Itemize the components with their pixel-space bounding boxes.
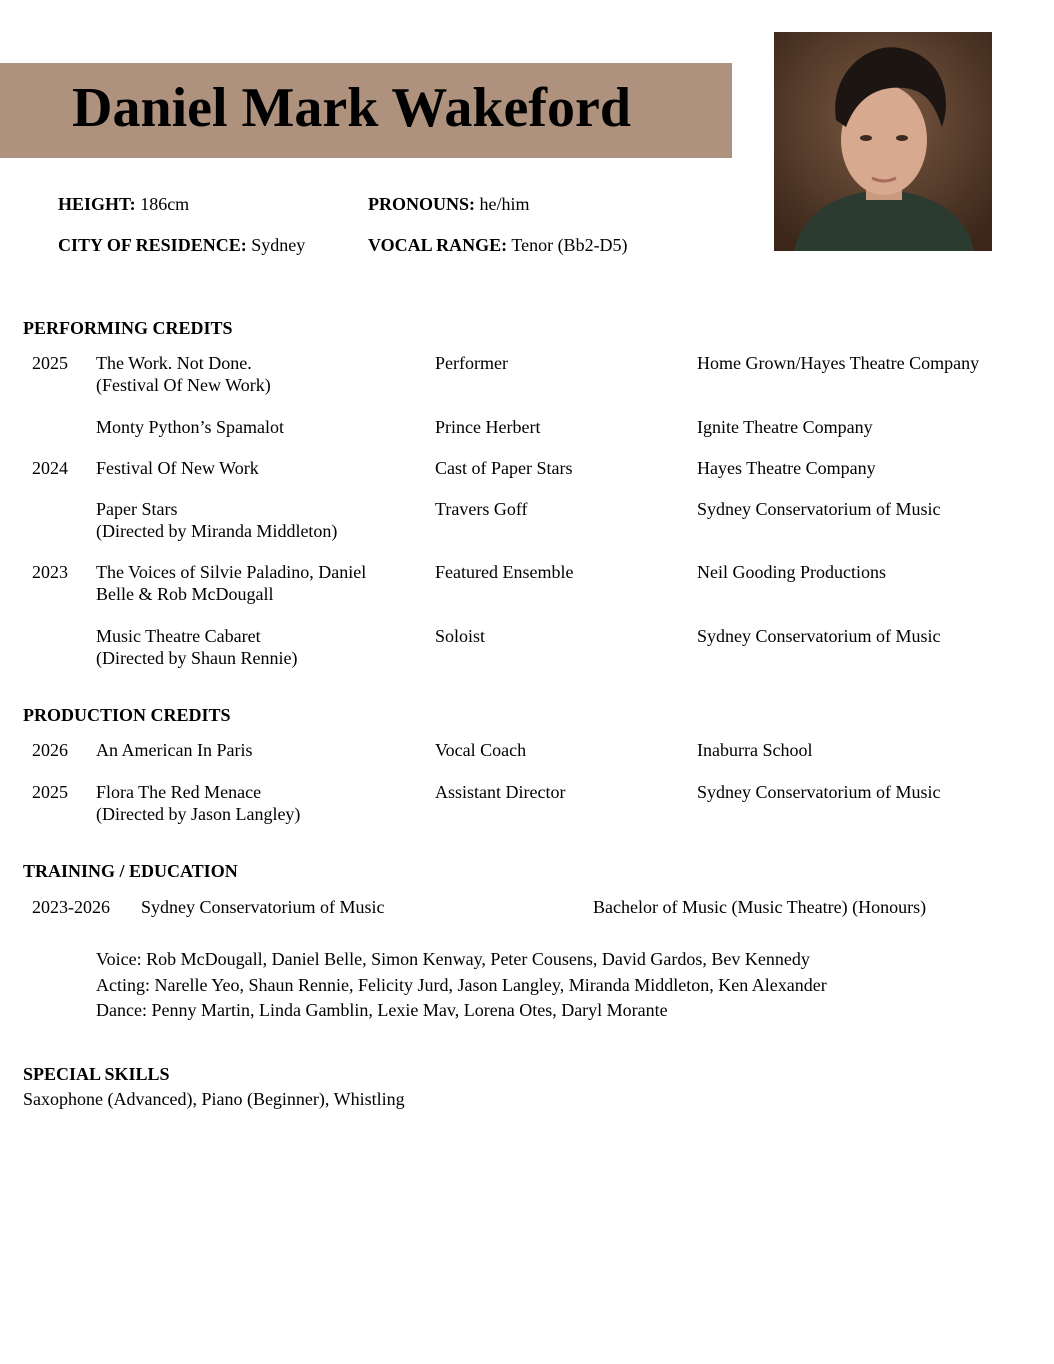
- credit-title-line1: Festival Of New Work: [96, 458, 259, 478]
- credit-title-line2: Belle & Rob McDougall: [96, 584, 274, 604]
- vocal-range-label: VOCAL RANGE:: [368, 235, 508, 255]
- credit-year: 2023: [32, 562, 68, 582]
- credit-company: Home Grown/Hayes Theatre Company: [697, 353, 980, 373]
- training-dance-teachers: Dance: Penny Martin, Linda Gamblin, Lexie Mav, Lorena Otes, Daryl Morante: [96, 1000, 668, 1020]
- credit-title-line2: (Directed by Shaun Rennie): [96, 648, 298, 668]
- credit-role: Prince Herbert: [435, 417, 541, 437]
- credit-company: Neil Gooding Productions: [697, 562, 886, 582]
- credit-role: Soloist: [435, 626, 486, 646]
- credit-title-line1: Paper Stars: [96, 499, 178, 519]
- credit-title-line2: (Directed by Miranda Middleton): [96, 521, 338, 541]
- pronouns-label: PRONOUNS:: [368, 194, 475, 214]
- credit-title-line1: Music Theatre Cabaret: [96, 626, 261, 646]
- training-degree: Bachelor of Music (Music Theatre) (Honours): [593, 897, 927, 917]
- production-credits-heading: PRODUCTION CREDITS: [23, 705, 231, 725]
- credit-role: Cast of Paper Stars: [435, 458, 573, 478]
- credit-title-line1: An American In Paris: [96, 740, 253, 760]
- height-label: HEIGHT:: [58, 194, 136, 214]
- credit-year: 2024: [32, 458, 68, 478]
- credit-title: [96, 498, 337, 542]
- credit-year: 2026: [32, 740, 68, 760]
- credit-title-line2: (Festival Of New Work): [96, 375, 271, 395]
- credit-role: Travers Goff: [435, 499, 528, 519]
- vocal-range-value: Tenor (Bb2-D5): [511, 235, 628, 255]
- credit-title: [96, 625, 297, 669]
- height-value: 186cm: [140, 194, 190, 214]
- pronouns-stat: [368, 193, 530, 215]
- training-heading: TRAINING / EDUCATION: [23, 861, 238, 881]
- performing-credits-heading: PERFORMING CREDITS: [23, 318, 233, 338]
- credit-title-line2: (Directed by Jason Langley): [96, 804, 301, 824]
- credit-title-line1: The Voices of Silvie Paladino, Daniel: [96, 562, 367, 582]
- training-voice-teachers: Voice: Rob McDougall, Daniel Belle, Simon Kenway, Peter Cousens, David Gardos, Bev Kennedy: [96, 949, 810, 969]
- credit-year: 2025: [32, 353, 68, 373]
- special-skills-list: Saxophone (Advanced), Piano (Beginner), Whistling: [23, 1089, 405, 1109]
- credit-company: Hayes Theatre Company: [697, 458, 876, 478]
- credit-role: Featured Ensemble: [435, 562, 574, 582]
- pronouns-value: he/him: [479, 194, 530, 214]
- credit-title: [96, 561, 366, 605]
- special-skills-heading: SPECIAL SKILLS: [23, 1064, 170, 1084]
- credit-role: Vocal Coach: [435, 740, 527, 760]
- credit-year: 2025: [32, 782, 68, 802]
- credit-title: [96, 416, 284, 438]
- credit-title-line1: Flora The Red Menace: [96, 782, 262, 802]
- city-value: Sydney: [251, 235, 306, 255]
- credit-title-line1: The Work. Not Done.: [96, 353, 252, 373]
- credit-company: Sydney Conservatorium of Music: [697, 782, 941, 802]
- city-label: CITY OF RESIDENCE:: [58, 235, 247, 255]
- credit-role: Performer: [435, 353, 508, 373]
- credit-company: Sydney Conservatorium of Music: [697, 626, 941, 646]
- credit-title: [96, 457, 259, 479]
- page-title: Daniel Mark Wakeford: [72, 77, 631, 139]
- training-years: 2023-2026: [32, 897, 110, 917]
- credit-title: [96, 352, 271, 396]
- credit-title: [96, 781, 300, 825]
- height-stat: [58, 193, 189, 215]
- credit-company: Ignite Theatre Company: [697, 417, 873, 437]
- training-acting-teachers: Acting: Narelle Yeo, Shaun Rennie, Felicity Jurd, Jason Langley, Miranda Middleton, Ken Alexander: [96, 975, 827, 995]
- vocal-range-stat: [368, 234, 628, 256]
- training-institution: Sydney Conservatorium of Music: [141, 897, 385, 917]
- credit-role: Assistant Director: [435, 782, 566, 802]
- headshot-photo: [774, 32, 992, 251]
- credit-company: Inaburra School: [697, 740, 813, 760]
- credit-company: Sydney Conservatorium of Music: [697, 499, 941, 519]
- credit-title-line1: Monty Python’s Spamalot: [96, 417, 285, 437]
- city-stat: [58, 234, 305, 256]
- credit-title: [96, 739, 252, 761]
